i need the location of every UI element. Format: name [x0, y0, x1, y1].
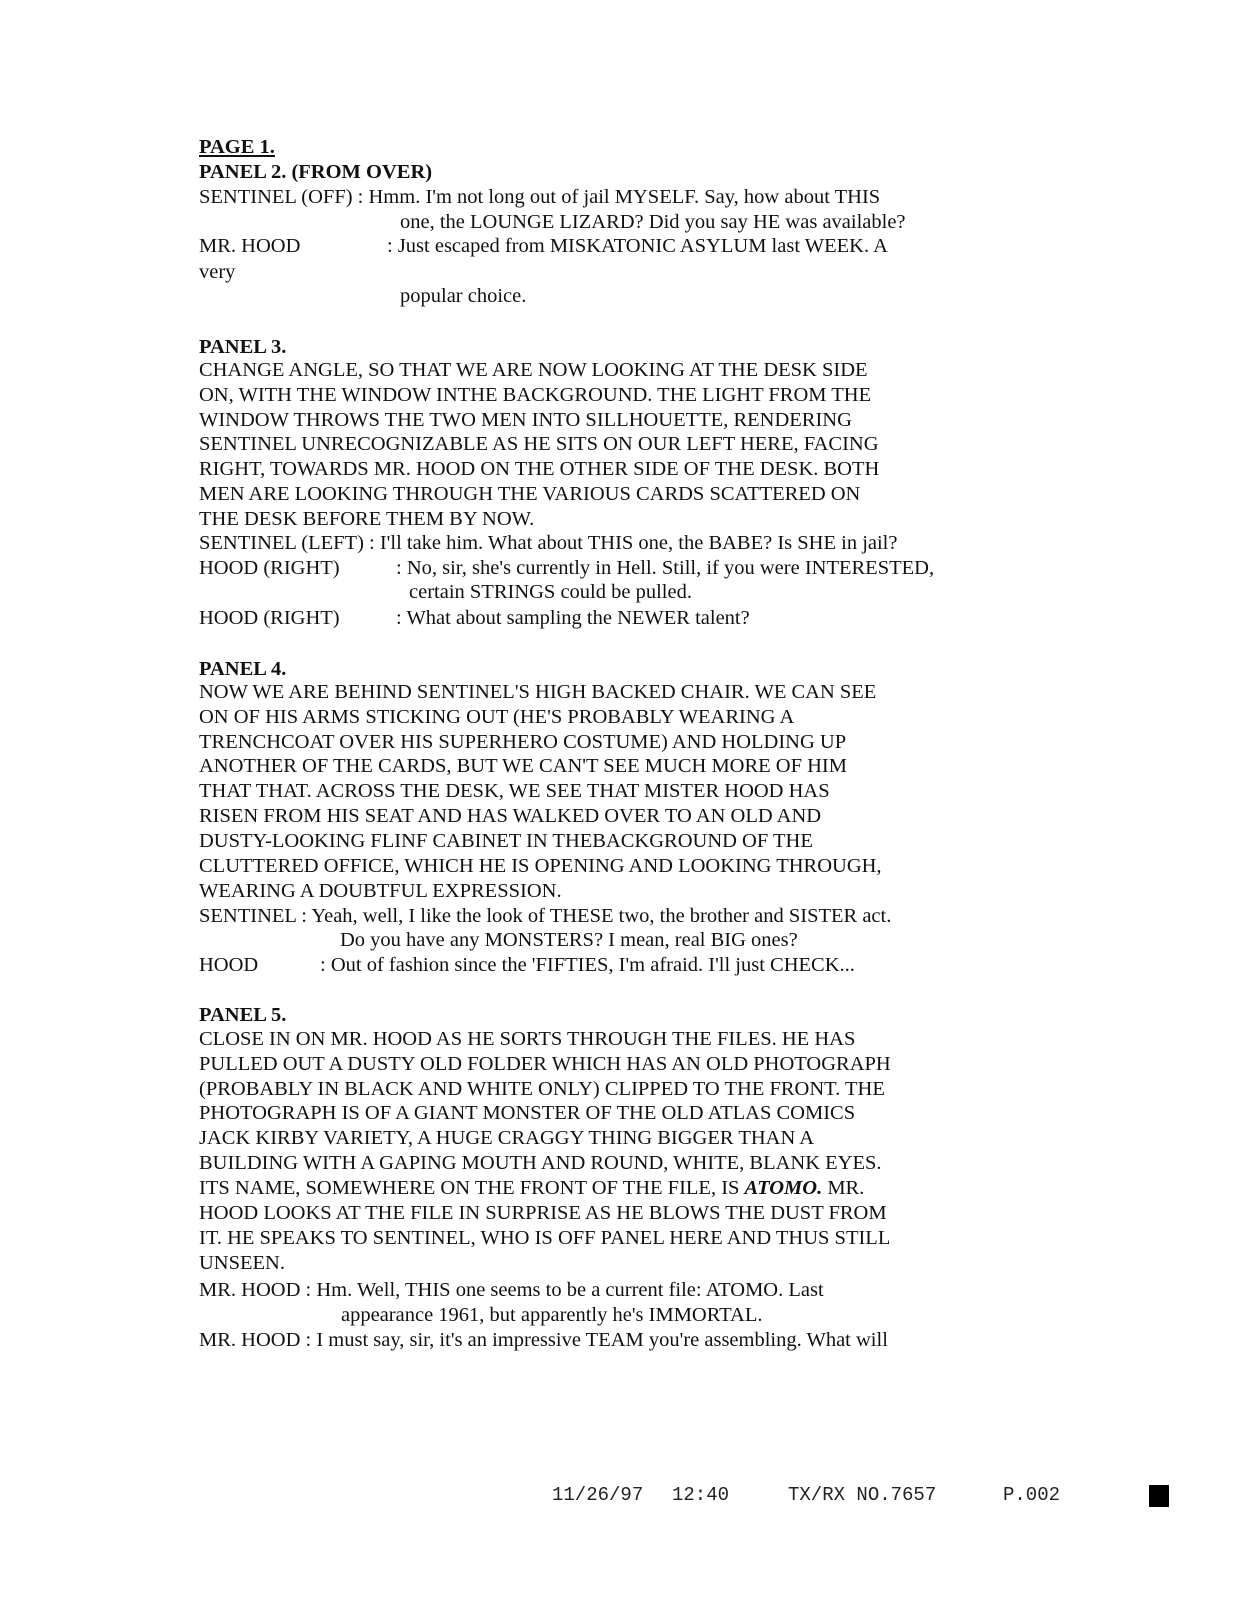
dialogue-line: SENTINEL (OFF) : Hmm. I'm not long out of jail MYSELF. Say, how about THIS: [199, 186, 881, 208]
description-line: RIGHT, TOWARDS MR. HOOD ON THE OTHER SIDE OF THE DESK. BOTH: [199, 458, 880, 480]
dialogue-line: : Just escaped from MISKATONIC ASYLUM last WEEK. A: [387, 235, 888, 257]
description-line: WINDOW THROWS THE TWO MEN INTO SILLHOUETTE, RENDERING: [199, 409, 852, 431]
fax-txrx-number: TX/RX NO.7657: [788, 1484, 937, 1506]
description-line: JACK KIRBY VARIETY, A HUGE CRAGGY THING BIGGER THAN A: [199, 1127, 815, 1149]
description-line: IT. HE SPEAKS TO SENTINEL, WHO IS OFF PANEL HERE AND THUS STILL: [199, 1227, 891, 1249]
page-heading: PAGE 1.: [199, 136, 275, 158]
description-text: ITS NAME, SOMEWHERE ON THE FRONT OF THE FILE, IS: [199, 1177, 745, 1199]
dialogue-line: popular choice.: [400, 285, 527, 307]
description-line: ON, WITH THE WINDOW INTHE BACKGROUND. THE LIGHT FROM THE: [199, 384, 872, 406]
fax-page-number: P.002: [1003, 1484, 1061, 1506]
speaker: MR. HOOD: [199, 235, 301, 257]
description-line: DUSTY-LOOKING FLINF CABINET IN THEBACKGROUND OF THE: [199, 830, 813, 852]
description-line: PULLED OUT A DUSTY OLD FOLDER WHICH HAS AN OLD PHOTOGRAPH: [199, 1053, 891, 1075]
dialogue-line: SENTINEL : Yeah, well, I like the look of THESE two, the brother and SISTER act.: [199, 905, 892, 927]
description-line: NOW WE ARE BEHIND SENTINEL'S HIGH BACKED CHAIR. WE CAN SEE: [199, 681, 877, 703]
speaker: HOOD (RIGHT): [199, 607, 340, 629]
description-line: [199, 1176, 864, 1200]
dialogue-line: MR. HOOD : I must say, sir, it's an impressive TEAM you're assembling. What will: [199, 1329, 888, 1351]
dialogue-line: appearance 1961, but apparently he's IMMORTAL.: [341, 1304, 763, 1326]
dialogue-line: : What about sampling the NEWER talent?: [396, 607, 750, 629]
description-line: THAT THAT. ACROSS THE DESK, WE SEE THAT MISTER HOOD HAS: [199, 780, 830, 802]
description-line: BUILDING WITH A GAPING MOUTH AND ROUND, WHITE, BLANK EYES.: [199, 1152, 882, 1174]
description-line: MEN ARE LOOKING THROUGH THE VARIOUS CARDS SCATTERED ON: [199, 483, 861, 505]
fax-date: 11/26/97: [552, 1484, 644, 1506]
description-line: THE DESK BEFORE THEM BY NOW.: [199, 508, 535, 530]
description-line: CHANGE ANGLE, SO THAT WE ARE NOW LOOKING AT THE DESK SIDE: [199, 359, 868, 381]
dialogue-line: MR. HOOD : Hm. Well, THIS one seems to be a current file: ATOMO. Last: [199, 1279, 824, 1301]
dialogue-line: certain STRINGS could be pulled.: [409, 581, 692, 603]
dialogue-line: SENTINEL (LEFT) : I'll take him. What about THIS one, the BABE? Is SHE in jail?: [199, 532, 898, 554]
fax-end-mark: [1149, 1485, 1169, 1507]
description-line: CLUTTERED OFFICE, WHICH HE IS OPENING AND LOOKING THROUGH,: [199, 855, 882, 877]
dialogue-line: : Out of fashion since the 'FIFTIES, I'm afraid. I'll just CHECK...: [320, 954, 855, 976]
description-line: PHOTOGRAPH IS OF A GIANT MONSTER OF THE OLD ATLAS COMICS: [199, 1102, 856, 1124]
panel-3-heading: PANEL 3.: [199, 336, 287, 358]
description-line: (PROBABLY IN BLACK AND WHITE ONLY) CLIPPED TO THE FRONT. THE: [199, 1078, 885, 1100]
description-line: SENTINEL UNRECOGNIZABLE AS HE SITS ON OUR LEFT HERE, FACING: [199, 433, 879, 455]
dialogue-line: : No, sir, she's currently in Hell. Still, if you were INTERESTED,: [396, 557, 935, 579]
description-line: RISEN FROM HIS SEAT AND HAS WALKED OVER TO AN OLD AND: [199, 805, 822, 827]
dialogue-line: Do you have any MONSTERS? I mean, real BIG ones?: [340, 929, 798, 951]
description-line: WEARING A DOUBTFUL EXPRESSION.: [199, 880, 562, 902]
panel-2-heading: PANEL 2. (FROM OVER): [199, 161, 433, 183]
description-line: ANOTHER OF THE CARDS, BUT WE CAN'T SEE MUCH MORE OF HIM: [199, 755, 847, 777]
dialogue-line: one, the LOUNGE LIZARD? Did you say HE was available?: [400, 211, 906, 233]
panel-4-heading: PANEL 4.: [199, 658, 287, 680]
description-line: ON OF HIS ARMS STICKING OUT (HE'S PROBABLY WEARING A: [199, 706, 795, 728]
monster-name: ATOMO.: [744, 1177, 823, 1199]
description-text: MR.: [822, 1177, 865, 1199]
description-line: TRENCHCOAT OVER HIS SUPERHERO COSTUME) AND HOLDING UP: [199, 731, 847, 753]
dialogue-line: very: [199, 261, 236, 283]
description-line: CLOSE IN ON MR. HOOD AS HE SORTS THROUGH THE FILES. HE HAS: [199, 1028, 856, 1050]
fax-time: 12:40: [672, 1484, 730, 1506]
speaker: HOOD: [199, 954, 259, 976]
description-line: HOOD LOOKS AT THE FILE IN SURPRISE AS HE BLOWS THE DUST FROM: [199, 1202, 887, 1224]
panel-5-heading: PANEL 5.: [199, 1004, 287, 1026]
speaker: HOOD (RIGHT): [199, 557, 340, 579]
description-line: UNSEEN.: [199, 1252, 285, 1274]
